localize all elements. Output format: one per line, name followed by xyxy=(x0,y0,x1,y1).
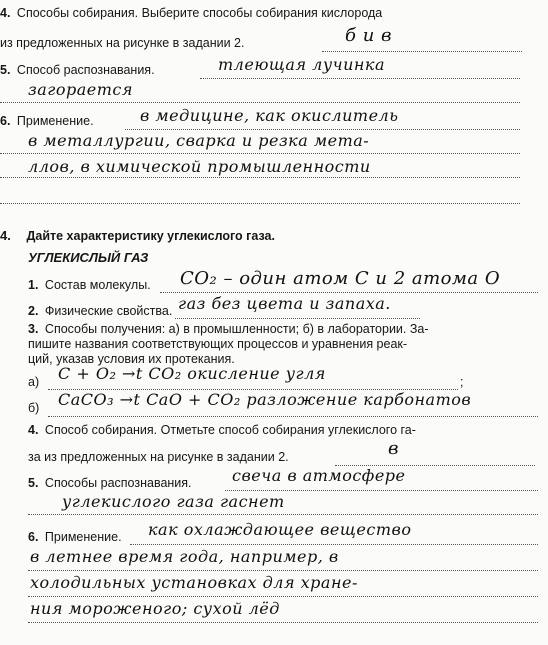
oxygen-q6-answer1: в медицине, как окислитель xyxy=(140,106,399,125)
co2-q5-number: 5. xyxy=(28,476,39,490)
co2-q4-answer: в xyxy=(388,438,399,459)
oxygen-q5-answer1: тлеющая лучинка xyxy=(218,55,386,74)
co2-q6-answer-line3 xyxy=(28,596,538,597)
co2-q1-text: Состав молекулы. xyxy=(44,278,151,292)
co2-q2-text: Физические свойства. xyxy=(44,304,173,318)
oxygen-q4-answer: б и в xyxy=(345,25,392,46)
co2-q3-b-label: б) xyxy=(28,401,40,415)
co2-task-number: 4. xyxy=(0,228,11,243)
co2-q2-number: 2. xyxy=(28,304,39,318)
oxygen-q6-number: 6. xyxy=(0,114,11,128)
co2-q1-answer: CO₂ – один атом C и 2 атома O xyxy=(180,268,501,289)
co2-q3-line3: ций, указав условия их протекания. xyxy=(28,352,235,366)
co2-q5-answer-line2 xyxy=(28,514,538,515)
co2-q5-line xyxy=(28,476,192,490)
co2-q5-answer2: углекислого газа гаснет xyxy=(62,492,285,511)
co2-q6-answer-line2 xyxy=(28,570,538,571)
oxygen-q6-answer-line4 xyxy=(0,203,520,204)
co2-q6-answer-line4 xyxy=(28,622,538,623)
oxygen-q4-text2: из предложенных на рисунке в задании 2. xyxy=(0,36,245,50)
co2-q4-text1: Способ собирания. Отметьте способ собирания углекислого га- xyxy=(44,423,416,437)
co2-q3-a-answer: C + O₂ →t CO₂ окисление угля xyxy=(58,364,326,383)
co2-q2-answer-line xyxy=(175,318,420,319)
co2-q5-answer-line xyxy=(225,490,538,491)
co2-q3-line2: пишите названия соответствующих процессов и уравнения реак- xyxy=(28,337,408,351)
oxygen-q5-number: 5. xyxy=(0,63,11,77)
oxygen-q6-answer-line2 xyxy=(0,153,520,154)
oxygen-q4-line2 xyxy=(0,36,244,50)
oxygen-q5-text: Способ распознавания. xyxy=(16,63,155,77)
oxygen-q6-answer-line3 xyxy=(0,177,520,178)
co2-q6-number: 6. xyxy=(28,530,39,544)
oxygen-q6-line xyxy=(0,114,94,128)
co2-q2-answer: газ без цвета и запаха. xyxy=(178,294,391,313)
co2-q1-number: 1. xyxy=(28,278,39,292)
co2-q3-a-label: а) xyxy=(28,375,40,389)
oxygen-q6-answer2: в металлургии, сварка и резка мета- xyxy=(28,131,370,150)
co2-q6-answer-line xyxy=(130,544,538,545)
co2-q3-b-answer-line xyxy=(48,416,538,417)
co2-q3-b-answer: CaCO₃ →t CaO + CO₂ разложение карбонатов xyxy=(58,390,472,409)
oxygen-q5-answer-line xyxy=(200,78,520,79)
co2-q4-number: 4. xyxy=(28,423,39,437)
co2-q3-a-end: ; xyxy=(460,375,464,389)
oxygen-q4-answer-line xyxy=(322,51,522,52)
co2-q6-line xyxy=(28,530,122,544)
oxygen-q6-text: Применение. xyxy=(16,114,94,128)
co2-q5-answer1: свеча в атмосфере xyxy=(232,466,406,485)
co2-q3-number: 3. xyxy=(28,322,39,336)
co2-q6-answer3: холодильных установках для хране- xyxy=(30,573,358,592)
co2-q6-answer4: ния мороженого; сухой лёд xyxy=(30,599,280,618)
co2-heading: УГЛЕКИСЛЫЙ ГАЗ xyxy=(28,250,149,265)
co2-q4-line1 xyxy=(28,423,416,437)
oxygen-q4-number: 4. xyxy=(0,6,11,20)
co2-q1-line xyxy=(28,278,151,292)
co2-q1-answer-line xyxy=(160,292,538,293)
co2-q2-line xyxy=(28,304,172,318)
oxygen-q4-line xyxy=(0,6,382,20)
oxygen-q5-answer2: загорается xyxy=(28,80,133,99)
co2-q6-answer2: в летнее время года, например, в xyxy=(30,547,339,566)
co2-q4-line2: за из предложенных на рисунке в задании 2. xyxy=(28,450,289,464)
co2-q6-text: Применение. xyxy=(44,530,122,544)
co2-task-text: Дайте характеристику углекислого газа. xyxy=(26,229,275,243)
co2-q3-text1: Способы получения: а) в промышленности; б) в лаборатории. За- xyxy=(44,322,429,336)
co2-q5-text: Способы распознавания. xyxy=(44,476,192,490)
oxygen-q6-answer-line xyxy=(125,129,520,130)
oxygen-q6-answer3: ллов, в химической промышленности xyxy=(28,157,371,176)
co2-q3-line1 xyxy=(28,322,429,336)
co2-q6-answer1: как охлаждающее вещество xyxy=(148,520,412,539)
oxygen-q5-line xyxy=(0,63,155,77)
co2-task-line xyxy=(0,228,275,243)
oxygen-q4-text: Способы собирания. Выберите способы собирания кислорода xyxy=(16,6,383,20)
oxygen-q5-answer-line2 xyxy=(0,102,520,103)
